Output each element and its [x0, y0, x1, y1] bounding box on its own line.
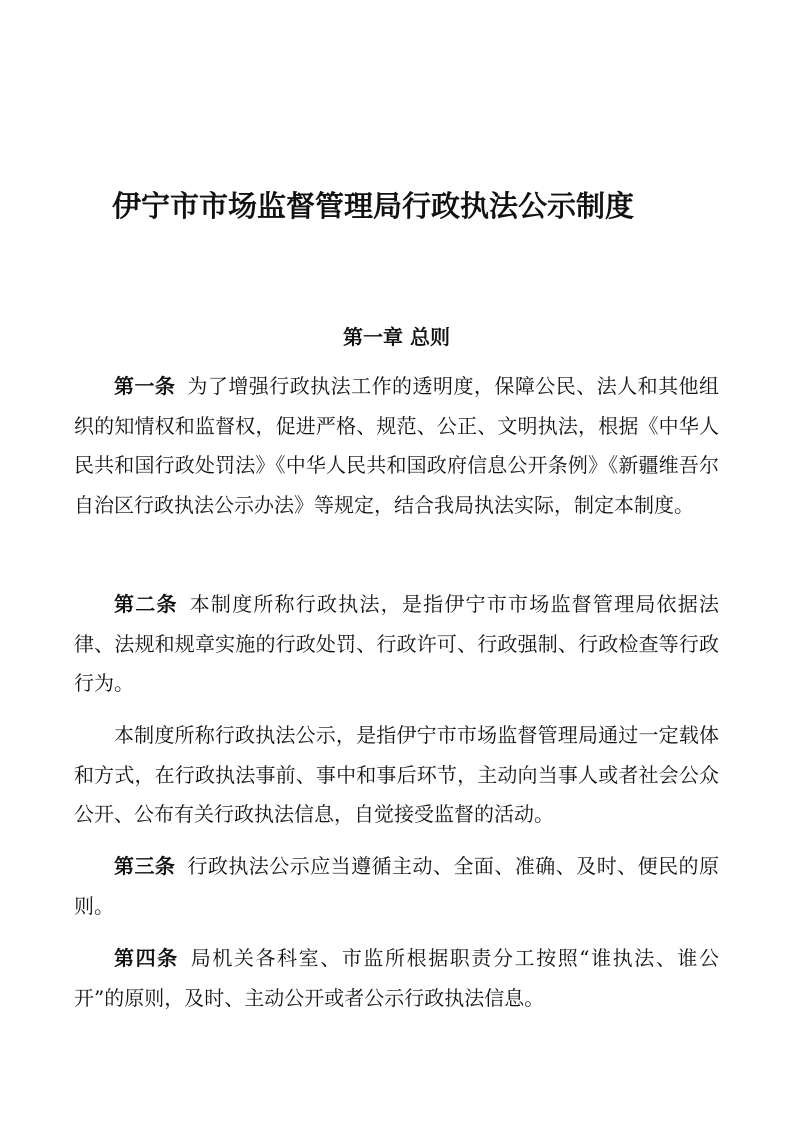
article-text: 局机关各科室、市监所根据职责分工按照“谁执法、谁公开”的原则，及时、主动公开或者公示行政执法信息。 [74, 946, 720, 1010]
article-label: 第四条 [114, 946, 179, 970]
article-label: 第二条 [114, 592, 178, 616]
article-3-paragraph [74, 847, 719, 926]
article-1-paragraph [74, 367, 719, 525]
article-2-continuation-paragraph [74, 716, 719, 835]
article-text: 本制度所称行政执法公示，是指伊宁市市场监督管理局通过一定载体和方式，在行政执法事前、事中和事后环节，主动向当事人或者社会公众公开、公布有关行政执法信息，自觉接受监督的活动。 [74, 723, 719, 826]
article-label: 第三条 [114, 854, 176, 878]
article-text: 行政执法公示应当遵循主动、全面、准确、及时、便民的原则。 [74, 854, 720, 918]
article-4-paragraph [74, 939, 719, 1018]
chapter-heading: 第一章 总则 [343, 325, 450, 349]
article-text: 本制度所称行政执法，是指伊宁市市场监督管理局依据法律、法规和规章实施的行政处罚、行政许可、行政强制、行政检查等行政行为。 [74, 592, 720, 695]
article-label: 第一条 [114, 374, 176, 398]
document-title: 伊宁市市场监督管理局行政执法公示制度 [112, 189, 635, 223]
article-text: 为了增强行政执法工作的透明度，保障公民、法人和其他组织的知情权和监督权，促进严格、规范、公正、文明执法，根据《中华人民共和国行政处罚法》《中华人民共和国政府信息公开条例》《新疆维吾尔自治区行政执法公示办法》等规定，结合我局执法实际，制定本制度。 [74, 374, 720, 517]
article-2-paragraph [74, 585, 719, 704]
